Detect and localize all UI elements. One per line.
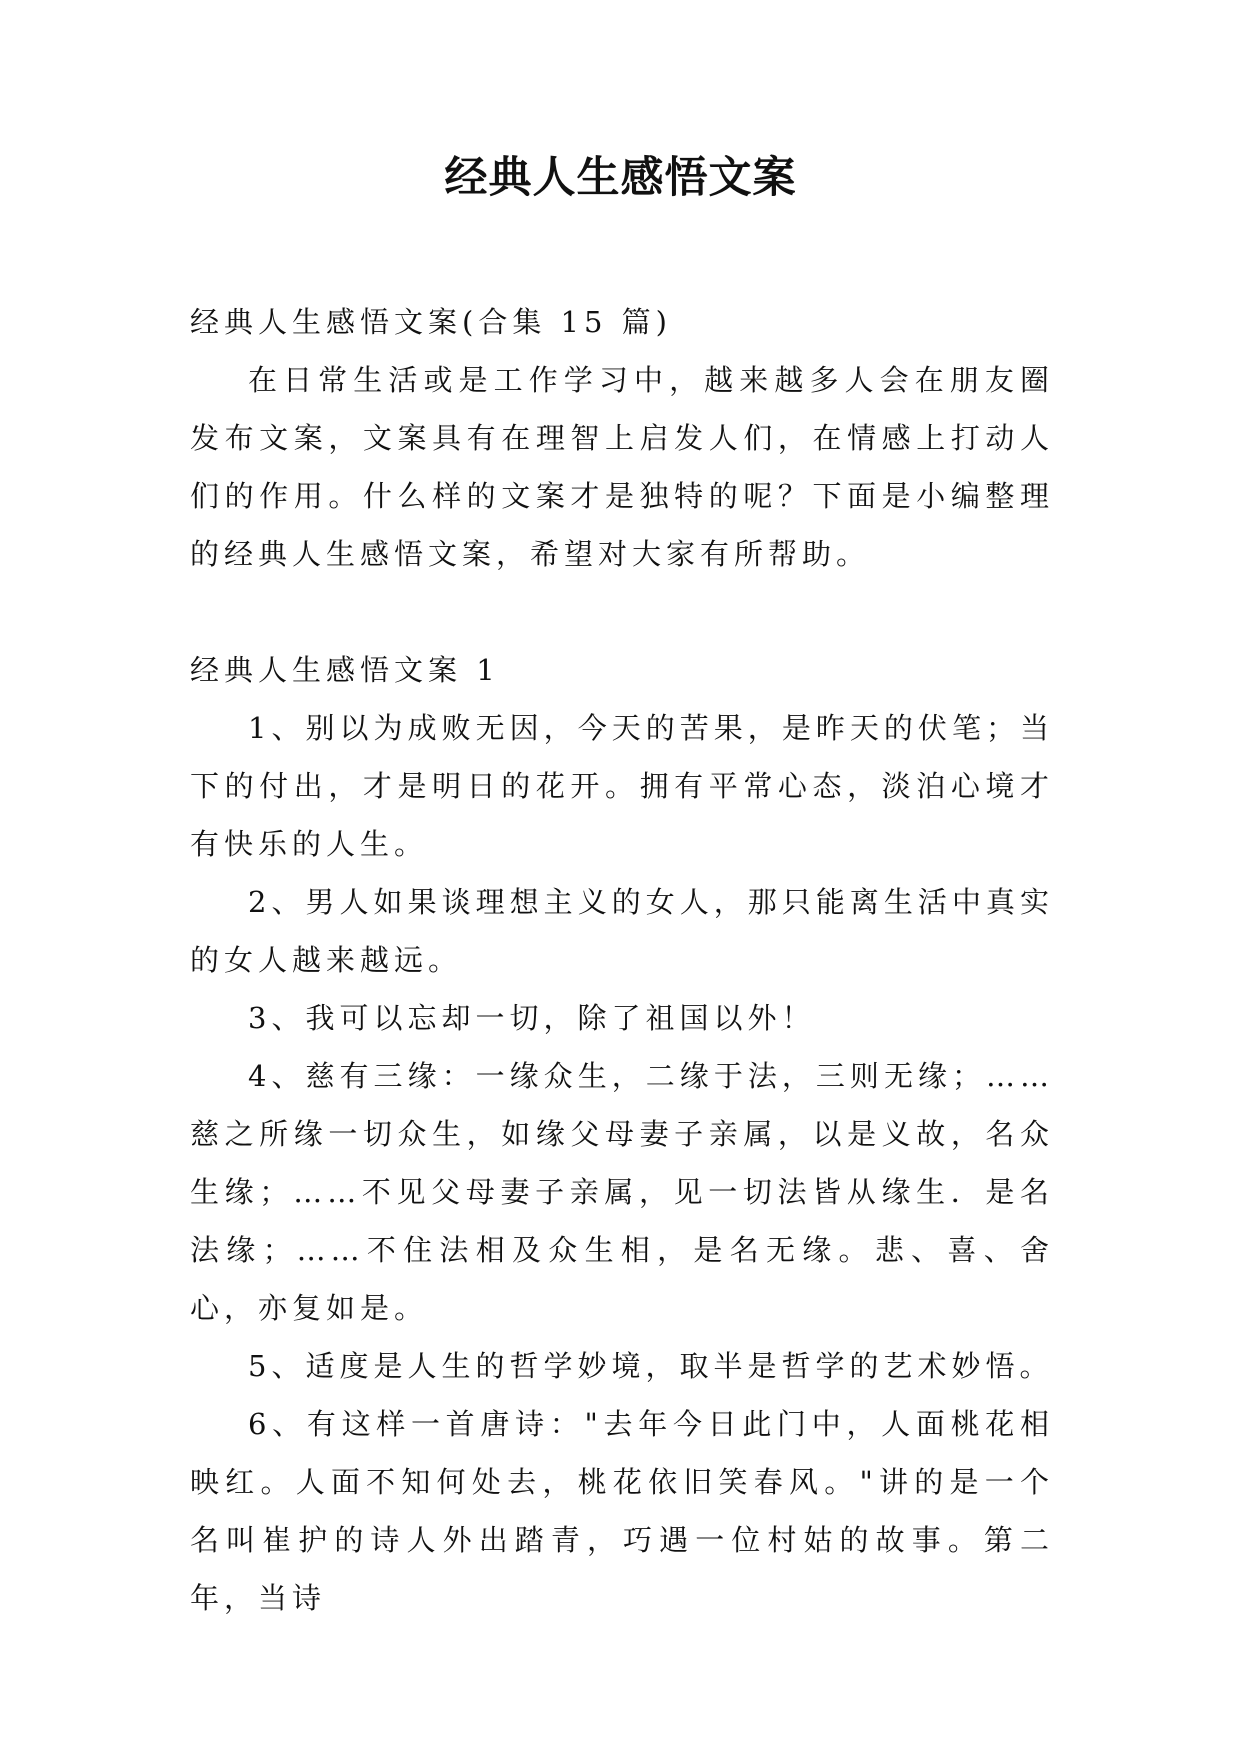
list-item: 5、适度是人生的哲学妙境，取半是哲学的艺术妙悟。: [248, 1349, 1054, 1383]
list-item: 1、别以为成败无因，今天的苦果，是昨天的伏笔；当下的付出，才是明日的花开。拥有平常心态，淡泊心境才有快乐的人生。: [190, 711, 1054, 861]
list-item: 3、我可以忘却一切，除了祖国以外！: [248, 1001, 816, 1035]
list-item: 2、男人如果谈理想主义的女人，那只能离生活中真实的女人越来越远。: [190, 885, 1054, 977]
collection-heading: 经典人生感悟文案(合集 15 篇): [190, 305, 672, 339]
section-heading: 经典人生感悟文案 1: [190, 653, 500, 687]
document-title: 经典人生感悟文案: [444, 153, 797, 203]
intro-paragraph: 在日常生活或是工作学习中，越来越多人会在朋友圈发布文案，文案具有在理智上启发人们，在情感上打动人们的作用。什么样的文案才是独特的呢？下面是小编整理的经典人生感悟文案，希望对大家有所帮助。: [190, 363, 1054, 571]
document-body: [190, 293, 1054, 1627]
list-item: 6、有这样一首唐诗："去年今日此门中，人面桃花相映红。人面不知何处去，桃花依旧笑春风。"讲的是一个名叫崔护的诗人外出踏青，巧遇一位村姑的故事。第二年，当诗: [190, 1407, 1054, 1615]
list-item: 4、慈有三缘：一缘众生，二缘于法，三则无缘；……慈之所缘一切众生，如缘父母妻子亲属，以是义故，名众生缘；……不见父母妻子亲属，见一切法皆从缘生．是名法缘；……不住法相及众生相，是名无缘。悲、喜、舍心，亦复如是。: [190, 1059, 1054, 1325]
